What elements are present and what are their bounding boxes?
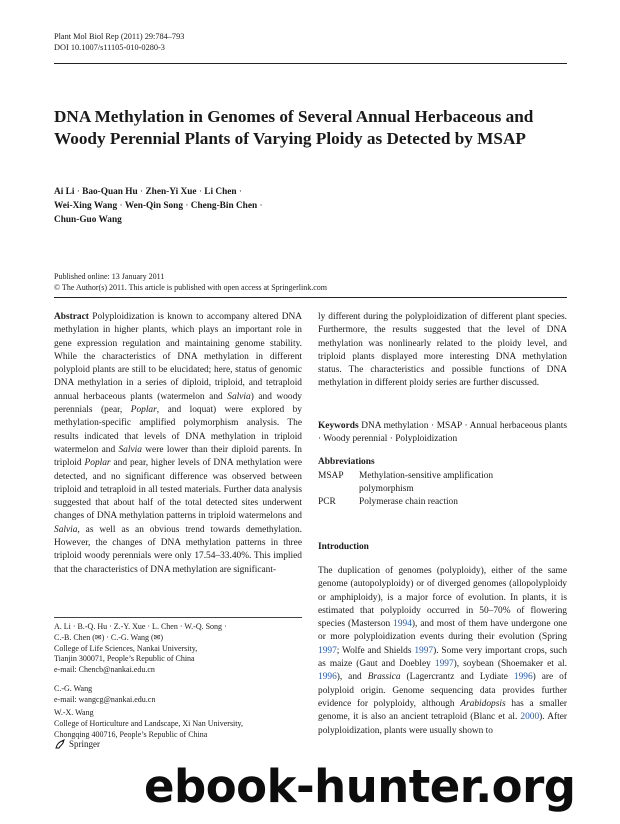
intro-text: ). Some very important crops, such as maize (Gaut and Doebley	[318, 645, 568, 670]
keywords: Keywords DNA methylation · MSAP · Annual herbaceous plants · Woody perennial · Polyploidization	[318, 421, 568, 445]
intro-text: ), and most of them have undergone one or more polyploidization events during their evolution (Spring	[318, 619, 567, 643]
author[interactable]: Zhen-Yi Xue	[145, 187, 197, 197]
abstract-text: and pear, higher levels of DNA methylation were detected, and no significant difference was observed between triploid and tetraploid in all tested materials. Further data analysis suggested that about half of the total detected sites underwent changes of DNA methylation patterns in triploid watermelons and	[54, 458, 302, 522]
email-line[interactable]: e-mail: wangcg@nankai.edu.cn	[54, 694, 156, 704]
citation-link[interactable]: 1997	[434, 659, 454, 670]
abstract-text: Polyploidization is known to accompany altered DNA methylation in higher plants, which plays an important role in gene expression regulation and maintaining genome stability. While the characteristics of DNA methylation in different polyploid plants are still to be elucidated; here, status of genomic DNA methylation in a series of diploid, triploid, and tetraploid annual herbaceous plants (watermelon and	[54, 312, 303, 402]
intro-text: has a smaller genome, it is also an ancient tetraploid (Blanc et al.	[318, 698, 568, 723]
intro-text: ), soybean (Shoemaker et al.	[453, 659, 568, 670]
publisher-name: Springer	[69, 739, 100, 749]
species-name: Brassica	[367, 672, 401, 683]
publication-info	[54, 271, 327, 293]
affiliation-line: Chongqing 400716, People’s Republic of China	[54, 729, 208, 739]
abstract-column-left	[54, 311, 302, 577]
keyword: Annual herbaceous plants	[469, 421, 568, 431]
abbreviation-value: Methylation-sensitive amplification polymorphism	[359, 471, 494, 494]
header-rule	[54, 63, 567, 64]
abbreviations-heading: Abbreviations	[318, 457, 375, 467]
doi-line[interactable]: DOI 10.1007/s11105-010-0280-3	[54, 43, 165, 52]
citation-link[interactable]: 1994	[393, 619, 412, 630]
published-date: Published online: 13 January 2011	[54, 272, 165, 281]
affiliation-line: College of Life Sciences, Nankai University,	[54, 643, 198, 653]
affiliation-block	[54, 708, 302, 740]
affiliation-line: C.-G. Wang	[54, 684, 93, 693]
intro-text: (Lagercrantz and Lydiate	[406, 672, 508, 683]
citation-link[interactable]: 1996	[513, 672, 533, 683]
abstract-column-right	[318, 311, 567, 391]
email-line[interactable]: e-mail: Chencb@nankai.edu.cn	[54, 665, 155, 675]
watermark: ebook-hunter.org	[144, 760, 576, 813]
introduction-text	[318, 565, 567, 738]
author[interactable]: Chun-Guo Wang	[54, 215, 122, 225]
intro-text: ). After polyploidization, plants were usually shown to	[318, 712, 568, 736]
affiliation-line: C.-B. Chen (✉) · C.-G. Wang (✉)	[54, 632, 164, 642]
citation-link[interactable]: 1997	[414, 645, 434, 656]
species-name: Salvia	[54, 524, 78, 535]
author[interactable]: Cheng-Bin Chen	[190, 201, 258, 211]
footnote-rule	[54, 617, 302, 618]
species-name: Poplar	[84, 458, 111, 469]
author[interactable]: Wei-Xing Wang	[54, 201, 118, 211]
abstract-text: ) and woody perennials (pear,	[54, 391, 302, 416]
species-name: Salvia	[227, 391, 251, 402]
affiliation-block	[54, 684, 302, 706]
abbreviation-row	[318, 470, 539, 496]
species-name: Poplar	[130, 405, 157, 416]
keyword: Polyploidization	[395, 434, 458, 445]
abbreviation-key: PCR	[318, 497, 336, 507]
intro-text: ), and	[336, 672, 362, 683]
abbreviation-value: Polymerase chain reaction	[359, 497, 458, 507]
journal-line: Plant Mol Biol Rep (2011) 29:784–793	[54, 32, 185, 41]
species-name: Arabidopsis	[460, 698, 506, 709]
citation-link[interactable]: 2000	[520, 712, 540, 723]
keyword: MSAP	[436, 421, 462, 431]
journal-citation	[54, 31, 184, 53]
copyright-notice: © The Author(s) 2011. This article is published with open access at Springerlink.com	[54, 283, 327, 292]
citation-link[interactable]: 1997	[318, 645, 337, 656]
introduction-heading: Introduction	[318, 542, 369, 552]
springer-horse-icon	[54, 738, 66, 750]
affiliation-line: W.-X. Wang	[54, 708, 94, 717]
author[interactable]: Bao-Quan Hu	[82, 187, 138, 197]
intro-text: The duplication of genomes (polyploidy), either of the same genome (autopolyploidy) or of diverged genomes (allopolyploidy or amphiploidy), is a major force of evolution. In plants, it is estimated that polyploidy occurred in 50–70% of flowering species (Masterson	[318, 566, 567, 630]
author-list: Ai Li · Bao-Quan Hu · Zhen-Yi Xue · Li Chen · Wei-Xing Wang · Wen-Qin Song · Cheng-Bin Chen · Chun-Guo Wang	[54, 187, 263, 225]
article-title: DNA Methylation in Genomes of Several Annual Herbaceous and Woody Perennial Plants of Varying Ploidy as Detected by MSAP	[54, 107, 534, 148]
abstract-text: , and loquat) were explored by methylation-specific amplified polymorphism analysis. The results indicated that levels of DNA methylation in triploid watermelon and	[54, 405, 302, 455]
affiliation-line: Tianjin 300071, People’s Republic of China	[54, 654, 195, 664]
abstract-label: Abstract	[54, 312, 89, 322]
abbreviation-key: MSAP	[318, 471, 344, 481]
affiliation-line: A. Li · B.-Q. Hu · Z.-Y. Xue · L. Chen · W.-Q. Song ·	[54, 622, 227, 631]
publisher-logo	[54, 738, 100, 750]
citation-link[interactable]: 1996	[318, 672, 337, 683]
abstract-text: ly different during the polyploidization of different plant species. Furthermore, the results suggested that the level of DNA methylation was nonlinearly related to the ploidy level, and triploid plants displayed more interesting DNA methylation status. The characteristics and possible functions of DNA methylation in different ploidy series are further discussed.	[318, 312, 567, 389]
keyword: Woody perennial	[323, 434, 388, 445]
keywords-label: Keywords	[318, 421, 359, 431]
species-name: Salvia	[118, 444, 142, 455]
author[interactable]: Li Chen	[204, 187, 237, 197]
section-rule	[54, 297, 567, 298]
affiliation-block	[54, 622, 302, 676]
abstract-text: , as well as an obvious trend towards demethylation. However, the changes of DNA methylation patterns in three triploid woody perennials were only 17.54–33.40%. This implied that the characteristics of DNA methylation are significant-	[54, 524, 302, 575]
author[interactable]: Wen-Qin Song	[124, 201, 183, 211]
abbreviation-row	[318, 496, 539, 509]
abstract-text: were lower than their diploid parents. In triploid	[54, 444, 302, 469]
affiliation-line: College of Horticulture and Landscape, Xi Nan University,	[54, 718, 243, 728]
intro-text: ) are of polyploid origin. Genome sequencing data provides further evidence for polyploidy, although	[318, 672, 567, 709]
intro-text: ; Wolfe and Shields	[336, 645, 412, 656]
keyword: DNA methylation	[361, 421, 429, 431]
author[interactable]: Ai Li	[54, 187, 75, 197]
